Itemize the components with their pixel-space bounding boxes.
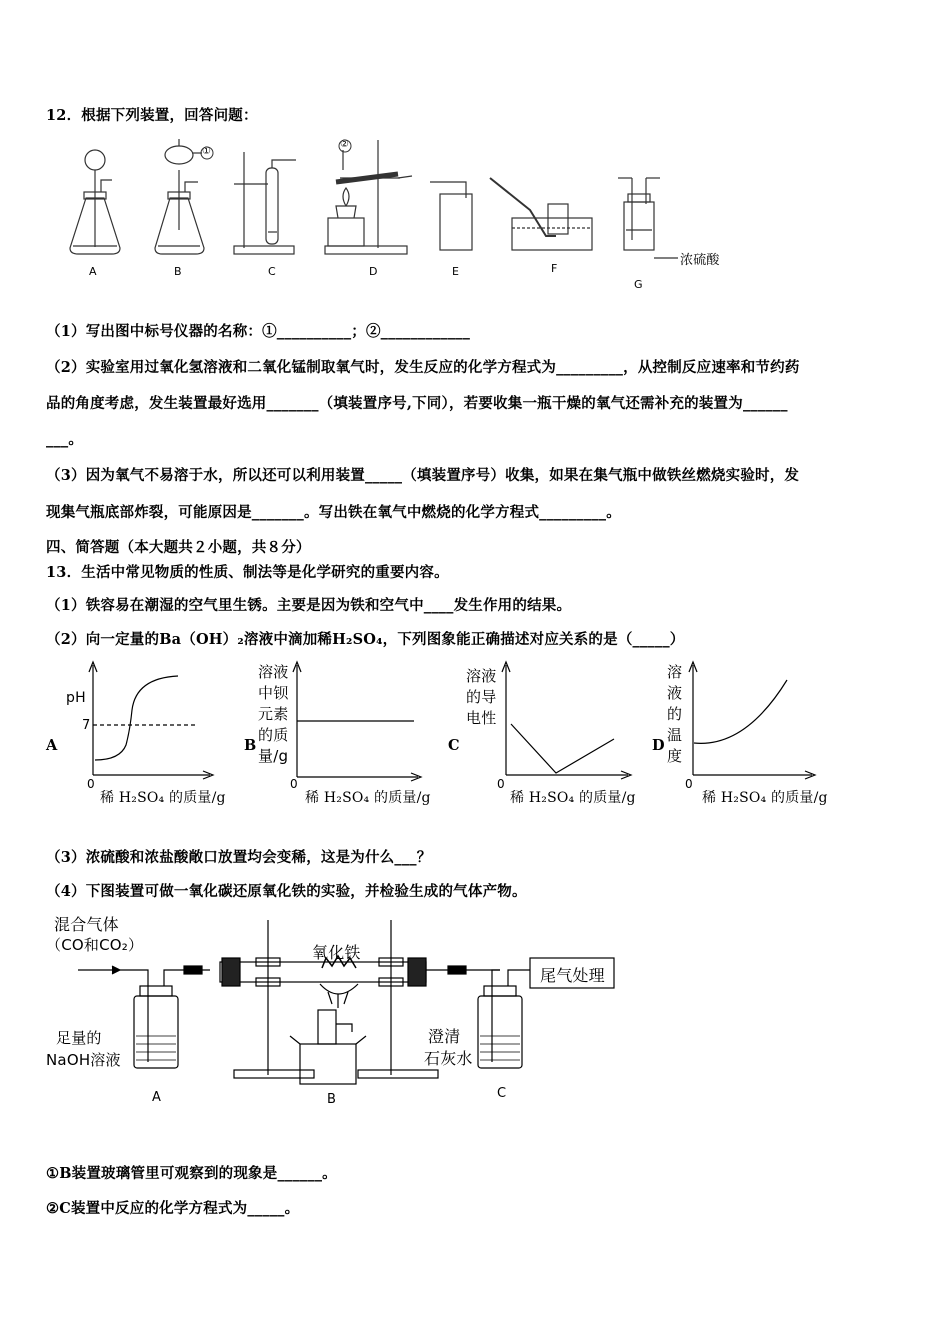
graph-label-d: D [652,737,665,754]
gas-mix-label: 混合气体 [54,915,119,934]
q12-p1: （1）写出图中标号仪器的名称：①__________；②____________ [46,323,471,340]
q13-title: 13．生活中常见物质的性质、制法等是化学研究的重要内容。 [46,564,449,581]
graph-a-origin: 0 [87,777,95,791]
app2-label-b: B [327,1092,337,1107]
graph-c-origin: 0 [497,777,505,791]
q13-s1: ①B装置玻璃管里可观察到的现象是______。 [46,1165,337,1182]
app-label-e: E [452,265,460,278]
apparatus-a-drawing [70,150,120,254]
lime-label-1: 澄清 [428,1027,461,1046]
app-label-d: D [369,265,378,278]
graph-label-c: C [448,737,460,754]
apparatus-g-drawing [618,178,678,258]
graph-a-ylabel: pH [66,690,86,706]
q12-p3b: 现集气瓶底部炸裂，可能原因是_______。写出铁在氧气中燃烧的化学方程式_________。 [46,504,621,521]
graph-d-axes [689,662,815,779]
graph-c-line [511,724,614,773]
app-label-c: C [268,265,276,278]
graph-a-xlabel: 稀 H₂SO₄ 的质量/g [100,790,226,806]
graph-a-curve [95,676,178,760]
lime-label-2: 石灰水 [424,1049,473,1068]
app-label-g: G [634,278,643,291]
graph-c-axes [502,662,631,779]
graph-b-xlabel: 稀 H₂SO₄ 的质量/g [305,790,431,806]
apparatus-b-drawing [155,139,204,254]
graph-c-ylabel: 溶液 的导 电性 [466,667,497,727]
app2-label-c: C [497,1086,507,1101]
q12-p3a: （3）因为氧气不易溶于水，所以还可以利用装置_____（填装置序号）收集，如果在集气瓶中做铁丝燃烧实验时，发 [46,467,800,484]
naoh-label-2: NaOH溶液 [46,1051,121,1069]
graph-d-ylabel: 溶 液 的 温 度 [667,663,683,765]
naoh-label-1: 足量的 [56,1029,102,1047]
app2-label-a: A [152,1090,162,1105]
graph-label-a: A [46,737,58,754]
app-label-a: A [89,265,97,278]
section-4-heading: 四、简答题（本大题共２小题，共８分） [46,539,311,556]
graph-d-curve [694,680,787,743]
q13-p3: （3）浓硫酸和浓盐酸敞口放置均会变稀，这是为什么___？ [46,849,432,866]
graph-d-xlabel: 稀 H₂SO₄ 的质量/g [702,790,828,806]
graph-a-tick-7: 7 [82,718,91,733]
marker-1: ① [202,146,212,157]
bottle-c-drawing [478,970,530,1068]
graph-label-b: B [244,737,257,754]
apparatus-d-drawing [325,140,412,254]
q12-p2c: ___。 [46,431,84,448]
graph-c-xlabel: 稀 H₂SO₄ 的质量/g [510,790,636,806]
apparatus-f-drawing [490,178,592,250]
graph-a-axes [89,662,213,779]
graph-b-origin: 0 [290,777,298,791]
apparatus-c-drawing [234,152,296,254]
marker-2: ② [340,139,350,150]
bottle-a-drawing [120,970,210,1068]
q12-marker-circles [201,140,351,159]
app-label-f: F [551,262,558,275]
q13-p4: （4）下图装置可做一氧化碳还原氧化铁的实验，并检验生成的气体产物。 [46,883,527,900]
gas-mix-paren: （CO和CO₂） [46,936,144,954]
apparatus-e-drawing [430,182,472,250]
q13-p1: （1）铁容易在潮湿的空气里生锈。主要是因为铁和空气中____发生作用的结果。 [46,597,572,614]
tail-gas-label: 尾气处理 [540,966,605,985]
app-label-b: B [174,265,182,278]
q13-p2: （2）向一定量的Ba（OH）₂溶液中滴加稀H₂SO₄，下列图象能正确描述对应关系的是（_____） [46,631,685,648]
graph-b-axes [293,662,421,781]
conc-acid-label: 浓硫酸 [680,253,720,268]
q13-s2: ②C装置中反应的化学方程式为_____。 [46,1200,300,1217]
iron-oxide-label: 氧化铁 [312,943,361,962]
q12-p2a: （2）实验室用过氧化氢溶液和二氧化锰制取氧气时，发生反应的化学方程式为_________，从控制反应速率和节约药 [46,359,800,376]
q12-title: 12．根据下列装置，回答问题： [46,107,258,124]
q12-p2b: 品的角度考虑，发生装置最好选用_______（填装置序号,下同），若要收集一瓶干燥的氧气还需补充的装置为______ [46,395,788,412]
graph-d-origin: 0 [685,777,693,791]
graph-b-ylabel: 溶液 中钡 元素 的质 量/g [258,663,289,765]
